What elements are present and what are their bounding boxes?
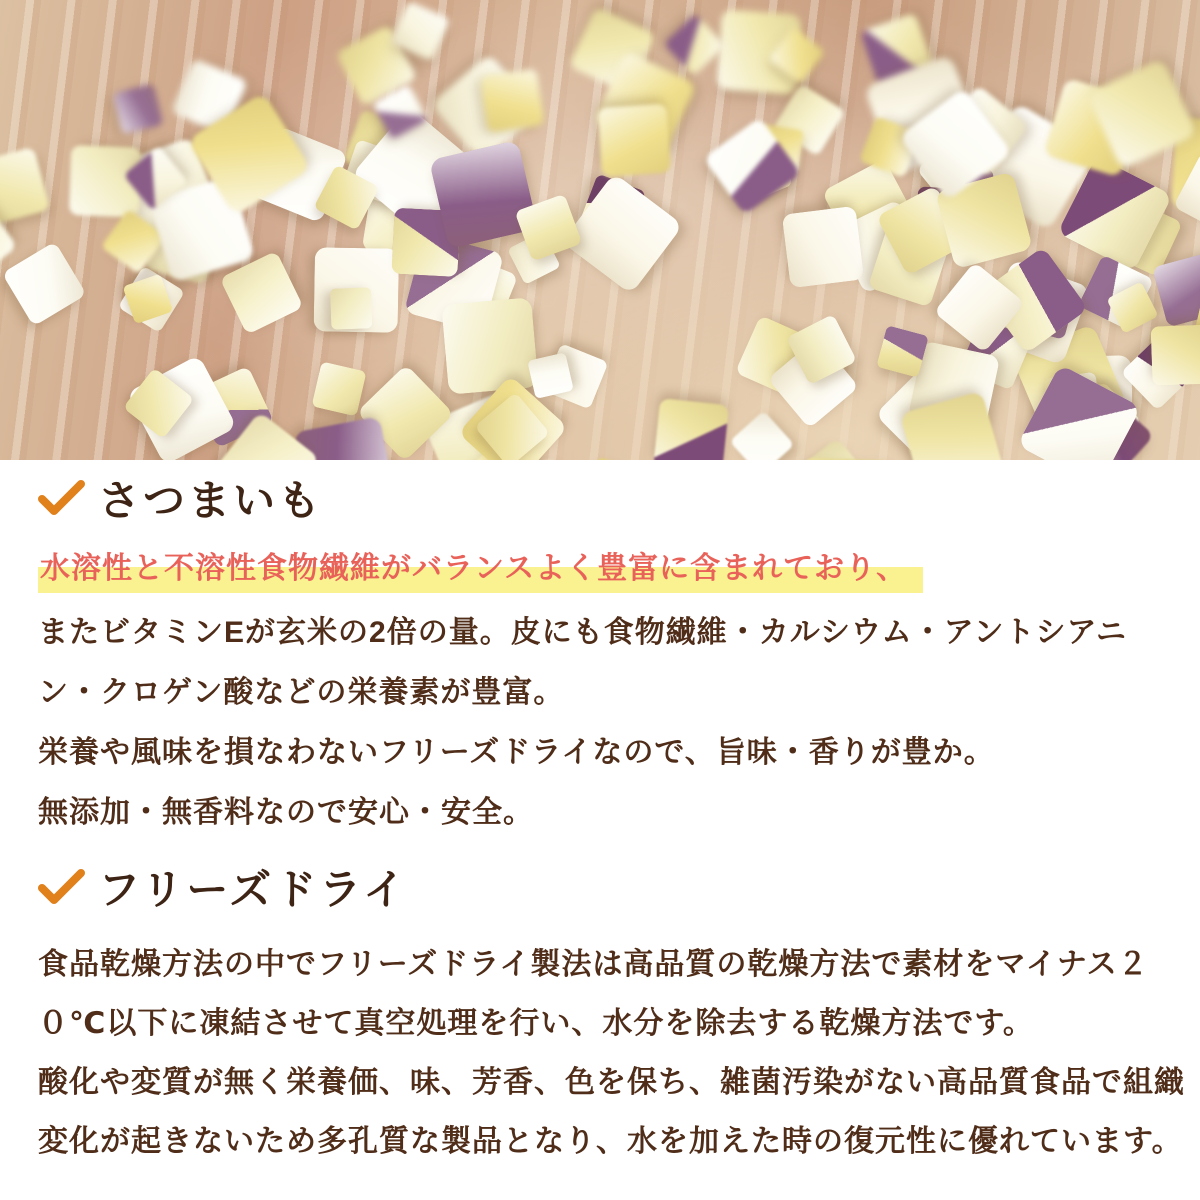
- body-line: 無添加・無香料なので安心・安全。: [38, 796, 534, 829]
- potato-cube: [729, 410, 794, 460]
- highlighted-text: 水溶性と不溶性食物繊維がバランスよく豊富に含まれており、: [38, 548, 923, 593]
- check-icon: [38, 867, 86, 907]
- potato-cube: [441, 297, 538, 394]
- highlight-row: [38, 548, 1162, 595]
- body-line: またビタミンEが玄米の2倍の量。皮にも食物繊維・カルシウム・アントシアニ: [38, 616, 1127, 649]
- product-description: [0, 472, 1200, 1171]
- potato-cube: [583, 456, 646, 460]
- body-line: 酸化や変質が無く栄養価、味、芳香、色を保ち、雑菌汚染がない高品質食品で組織: [38, 1066, 1185, 1099]
- potato-cube: [1151, 325, 1200, 386]
- section-heading-freeze-dry: [38, 861, 1162, 913]
- potato-cube: [798, 458, 894, 460]
- potato-cube: [1, 241, 87, 327]
- sweet-potato-body: [38, 603, 1162, 843]
- potato-cube: [654, 399, 729, 460]
- potato-cube: [0, 146, 50, 225]
- potato-cube: [597, 103, 670, 176]
- potato-cube: [481, 68, 545, 132]
- product-photo: [0, 0, 1200, 460]
- section-heading-sweet-potato: [38, 472, 1162, 524]
- body-line: 栄養や風味を損なわないフリーズドライなので、旨味・香りが豊か。: [38, 736, 995, 769]
- potato-cube: [664, 14, 726, 76]
- heading-freeze-dry: フリーズドライ: [98, 866, 408, 913]
- heading-sweet-potato: さつまいも: [98, 477, 324, 524]
- potato-cube: [561, 173, 683, 295]
- check-icon: [38, 478, 86, 518]
- body-line: 食品乾燥方法の中でフリーズドライ製法は高品質の乾燥方法で素材をマイナス２: [38, 948, 1149, 981]
- body-line: 変化が起きないため多孔質な製品となり、水を加えた時の復元性に優れています。: [38, 1125, 1183, 1158]
- potato-cube: [782, 206, 864, 288]
- body-line: ン・クロゲン酸などの栄養素が豊富。: [38, 676, 565, 709]
- freeze-dry-body: [38, 935, 1185, 1171]
- potato-cube: [330, 288, 372, 330]
- body-line: ０℃以下に凍結させて真空処理を行い、水分を除去する乾燥方法です。: [38, 1007, 1034, 1040]
- potato-cube: [776, 437, 887, 460]
- potato-cube: [113, 83, 164, 134]
- potato-cube: [311, 362, 367, 418]
